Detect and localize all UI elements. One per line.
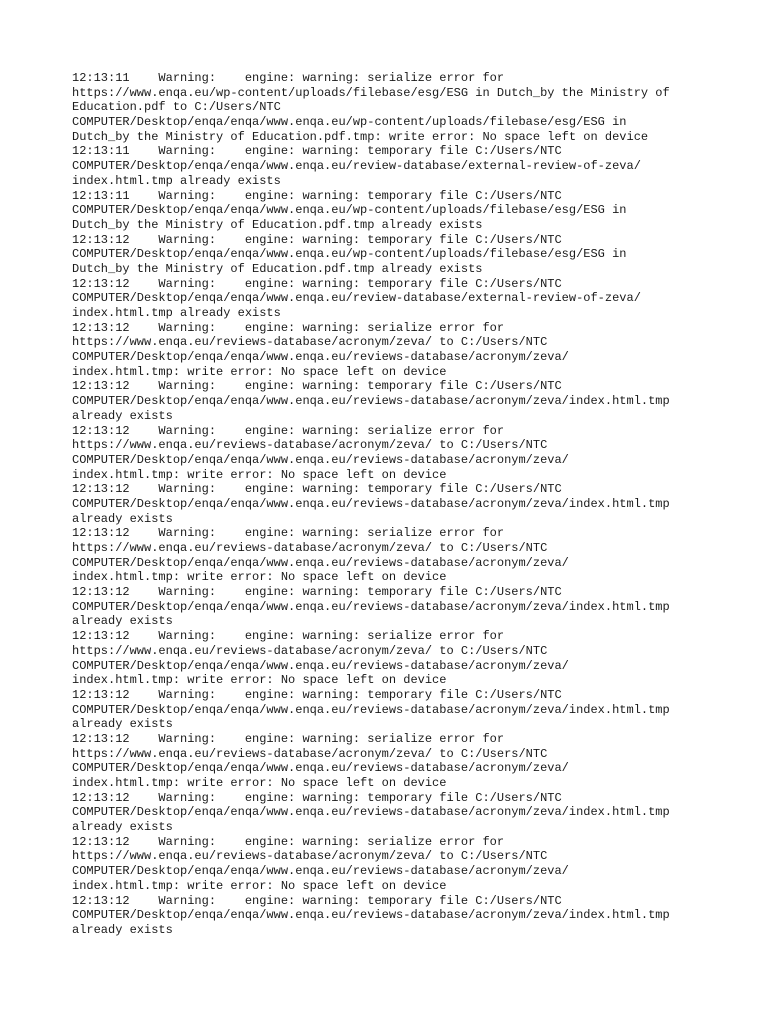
log-line: https://www.enqa.eu/wp-content/uploads/filebase/esg/ESG in Dutch_by the Ministry of — [72, 85, 670, 100]
log-entry — [72, 277, 732, 321]
log-line: already exists — [72, 922, 173, 937]
log-line: COMPUTER/Desktop/enqa/enqa/www.enqa.eu/reviews-database/acronym/zeva/index.html.tmp — [72, 394, 670, 409]
log-line: 12:13:12 Warning: engine: warning: serialize error for — [72, 320, 505, 335]
log-entry — [72, 894, 732, 938]
log-line: COMPUTER/Desktop/enqa/enqa/www.enqa.eu/reviews-database/acronym/zeva/ — [72, 555, 569, 570]
log-line: 12:13:11 Warning: engine: warning: serialize error for — [72, 71, 505, 85]
log-entry — [72, 688, 732, 732]
log-line: already exists — [72, 717, 173, 732]
log-line: 12:13:12 Warning: engine: warning: temporary file C:/Users/NTC — [72, 232, 562, 247]
log-line: https://www.enqa.eu/reviews-database/acronym/zeva/ to C:/Users/NTC — [72, 541, 548, 555]
log-entry — [72, 321, 732, 380]
log-line: COMPUTER/Desktop/enqa/enqa/www.enqa.eu/reviews-database/acronym/zeva/ — [72, 658, 569, 673]
log-line: COMPUTER/Desktop/enqa/enqa/www.enqa.eu/reviews-database/acronym/zeva/index.html.tmp — [72, 496, 670, 511]
log-entry — [72, 629, 732, 688]
log-line: index.html.tmp: write error: No space left on device — [72, 570, 447, 585]
log-line: 12:13:12 Warning: engine: warning: temporary file C:/Users/NTC — [72, 482, 562, 497]
log-line: COMPUTER/Desktop/enqa/enqa/www.enqa.eu/wp-content/uploads/filebase/esg/ESG in — [72, 203, 627, 218]
log-line: index.html.tmp: write error: No space left on device — [72, 467, 447, 482]
log-line: already exists — [72, 820, 173, 835]
log-entry — [72, 424, 732, 483]
log-line: COMPUTER/Desktop/enqa/enqa/www.enqa.eu/wp-content/uploads/filebase/esg/ESG in — [72, 115, 627, 130]
log-line: COMPUTER/Desktop/enqa/enqa/www.enqa.eu/wp-content/uploads/filebase/esg/ESG in — [72, 247, 627, 262]
log-line: 12:13:11 Warning: engine: warning: temporary file C:/Users/NTC — [72, 188, 562, 203]
log-line: 12:13:12 Warning: engine: warning: serialize error for — [72, 731, 505, 746]
log-line: COMPUTER/Desktop/enqa/enqa/www.enqa.eu/review-database/external-review-of-zeva/ — [72, 159, 641, 174]
log-line: 12:13:12 Warning: engine: warning: temporary file C:/Users/NTC — [72, 276, 562, 291]
log-line: COMPUTER/Desktop/enqa/enqa/www.enqa.eu/reviews-database/acronym/zeva/index.html.tmp — [72, 805, 670, 820]
log-line: 12:13:12 Warning: engine: warning: temporary file C:/Users/NTC — [72, 893, 562, 908]
log-entry — [72, 71, 732, 144]
log-entry — [72, 791, 732, 835]
log-entry — [72, 144, 732, 188]
log-line: 12:13:12 Warning: engine: warning: temporary file C:/Users/NTC — [72, 687, 562, 702]
log-line: 12:13:12 Warning: engine: warning: serialize error for — [72, 423, 505, 438]
log-line: Education.pdf to C:/Users/NTC — [72, 100, 281, 115]
log-line: 12:13:12 Warning: engine: warning: serialize error for — [72, 526, 505, 541]
log-line: https://www.enqa.eu/reviews-database/acronym/zeva/ to C:/Users/NTC — [72, 746, 548, 761]
log-line: Dutch_by the Ministry of Education.pdf.tmp already exists — [72, 217, 483, 232]
log-line: COMPUTER/Desktop/enqa/enqa/www.enqa.eu/reviews-database/acronym/zeva/ — [72, 864, 569, 879]
log-line: COMPUTER/Desktop/enqa/enqa/www.enqa.eu/reviews-database/acronym/zeva/index.html.tmp — [72, 702, 670, 717]
log-line: COMPUTER/Desktop/enqa/enqa/www.enqa.eu/reviews-database/acronym/zeva/ — [72, 452, 569, 467]
log-line: index.html.tmp: write error: No space left on device — [72, 776, 447, 790]
log-line: COMPUTER/Desktop/enqa/enqa/www.enqa.eu/reviews-database/acronym/zeva/ — [72, 350, 569, 365]
log-line: Dutch_by the Ministry of Education.pdf.tmp: write error: No space left on device — [72, 129, 649, 144]
log-entry — [72, 732, 732, 791]
log-line: 12:13:12 Warning: engine: warning: temporary file C:/Users/NTC — [72, 379, 562, 394]
log-line: 12:13:11 Warning: engine: warning: temporary file C:/Users/NTC — [72, 144, 562, 159]
log-entry — [72, 585, 732, 629]
log-line: 12:13:12 Warning: engine: warning: temporary file C:/Users/NTC — [72, 585, 562, 600]
log-output — [72, 71, 732, 938]
log-line: COMPUTER/Desktop/enqa/enqa/www.enqa.eu/reviews-database/acronym/zeva/ — [72, 761, 569, 776]
log-entry — [72, 835, 732, 894]
log-line: https://www.enqa.eu/reviews-database/acronym/zeva/ to C:/Users/NTC — [72, 335, 548, 350]
log-line: 12:13:12 Warning: engine: warning: serialize error for — [72, 834, 505, 849]
log-line: index.html.tmp: write error: No space left on device — [72, 673, 447, 688]
log-entry — [72, 482, 732, 526]
log-line: already exists — [72, 511, 173, 526]
log-entry — [72, 379, 732, 423]
log-line: https://www.enqa.eu/reviews-database/acronym/zeva/ to C:/Users/NTC — [72, 438, 548, 453]
log-line: 12:13:12 Warning: engine: warning: temporary file C:/Users/NTC — [72, 790, 562, 805]
log-line: https://www.enqa.eu/reviews-database/acronym/zeva/ to C:/Users/NTC — [72, 849, 548, 864]
log-line: already exists — [72, 614, 173, 629]
log-entry — [72, 526, 732, 585]
log-line: index.html.tmp: write error: No space left on device — [72, 364, 447, 379]
log-entry — [72, 189, 732, 233]
log-line: index.html.tmp: write error: No space left on device — [72, 878, 447, 893]
log-line: Dutch_by the Ministry of Education.pdf.tmp already exists — [72, 261, 483, 276]
log-line: https://www.enqa.eu/reviews-database/acronym/zeva/ to C:/Users/NTC — [72, 643, 548, 658]
log-line: index.html.tmp already exists — [72, 173, 281, 188]
log-line: 12:13:12 Warning: engine: warning: serialize error for — [72, 629, 505, 644]
log-line: index.html.tmp already exists — [72, 306, 281, 320]
log-line: COMPUTER/Desktop/enqa/enqa/www.enqa.eu/review-database/external-review-of-zeva/ — [72, 291, 641, 306]
log-entry — [72, 233, 732, 277]
log-line: COMPUTER/Desktop/enqa/enqa/www.enqa.eu/reviews-database/acronym/zeva/index.html.tmp — [72, 908, 670, 923]
log-line: COMPUTER/Desktop/enqa/enqa/www.enqa.eu/reviews-database/acronym/zeva/index.html.tmp — [72, 599, 670, 614]
log-line: already exists — [72, 408, 173, 423]
